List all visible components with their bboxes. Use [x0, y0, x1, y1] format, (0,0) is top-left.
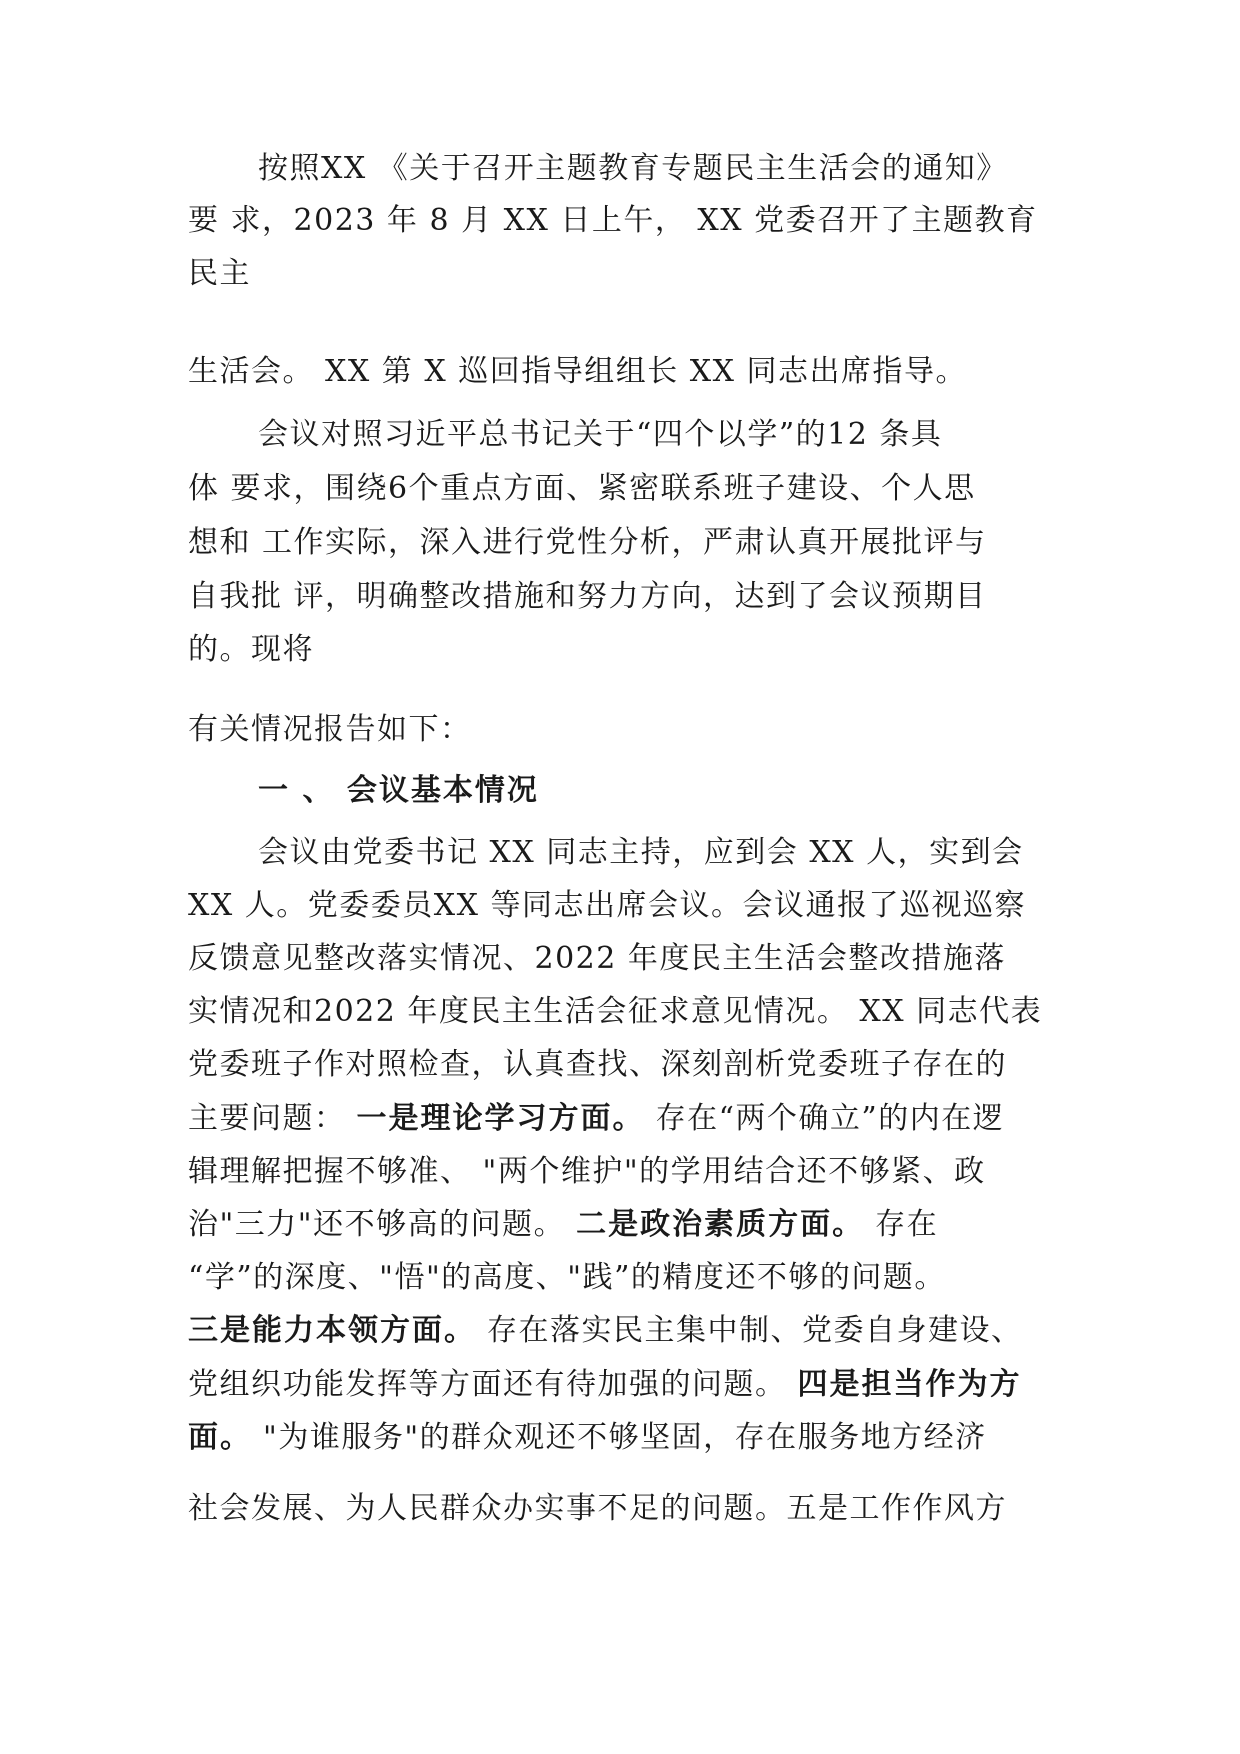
- paragraph-line: 会议由党委书记 XX 同志主持，应到会 XX 人，实到会: [258, 835, 1024, 870]
- paragraph-line: [188, 1419, 987, 1457]
- line-text: "为谁服务"的群众观还不够坚固，存在服务地方经济: [252, 1420, 987, 1455]
- paragraph-line: [188, 1100, 1004, 1138]
- paragraph-line: 体 要求，围绕6个重点方面、紧密联系班子建设、个人思: [188, 471, 976, 506]
- paragraph-line: 民主: [188, 256, 251, 291]
- paragraph-line: 生活会。 XX 第 X 巡回指导组组长 XX 同志出席指导。: [188, 354, 968, 389]
- paragraph-line: 想和 工作实际，深入进行党性分析，严肃认真开展批评与: [188, 525, 987, 560]
- paragraph-line: 有关情况报告如下：: [188, 712, 472, 747]
- paragraph-line: 的。现将: [188, 632, 314, 667]
- bold-point-1: 一是理论学习方面。: [356, 1101, 645, 1136]
- paragraph-line: 实情况和2022 年度民主生活会征求意见情况。 XX 同志代表: [188, 994, 1043, 1029]
- paragraph-line: 按照XX 《关于召开主题教育专题民主生活会的通知》: [258, 151, 1008, 186]
- paragraph-line: [188, 1312, 1023, 1350]
- bold-point-4: 四是担当作为方: [797, 1367, 1022, 1402]
- line-text: 主要问题：: [188, 1101, 357, 1136]
- paragraph-line: XX 人。党委委员XX 等同志出席会议。会议通报了巡视巡察: [188, 888, 1027, 923]
- bold-point-2: 二是政治素质方面。: [576, 1207, 865, 1242]
- line-text: 存在“两个确立”的内在逻: [644, 1101, 1005, 1136]
- line-text: 存在落实民主集中制、党委自身建设、: [476, 1313, 1023, 1348]
- paragraph-line: 会议对照习近平总书记关于“四个以学”的12 条具: [258, 417, 943, 452]
- paragraph-line: 要 求，2023 年 8 月 XX 日上午， XX 党委召开了主题教育: [188, 203, 1038, 238]
- bold-point-4-cont: 面。: [188, 1420, 252, 1455]
- line-text: 党组织功能发挥等方面还有待加强的问题。: [188, 1367, 798, 1402]
- paragraph-line: [188, 1366, 1022, 1404]
- paragraph-line: [188, 1206, 938, 1244]
- line-text: 存在: [864, 1207, 939, 1242]
- paragraph-line: 反馈意见整改落实情况、2022 年度民主生活会整改措施落: [188, 941, 1006, 976]
- paragraph-line: 党委班子作对照检查，认真查找、深刻剖析党委班子存在的: [188, 1047, 1007, 1082]
- bold-point-3: 三是能力本领方面。: [188, 1313, 476, 1348]
- section-heading: 一 、 会议基本情况: [258, 773, 539, 808]
- paragraph-line: 自我批 评，明确整改措施和努力方向，达到了会议预期目: [188, 579, 987, 614]
- line-text: 治"三力"还不够高的问题。: [188, 1207, 577, 1242]
- paragraph-line: 辑理解把握不够准、 "两个维护"的学用结合还不够紧、政: [188, 1154, 986, 1189]
- paragraph-line: 社会发展、为人民群众办实事不足的问题。五是工作作风方: [188, 1491, 1007, 1526]
- paragraph-line: “学”的深度、"悟"的高度、"践”的精度还不够的问题。: [188, 1260, 946, 1295]
